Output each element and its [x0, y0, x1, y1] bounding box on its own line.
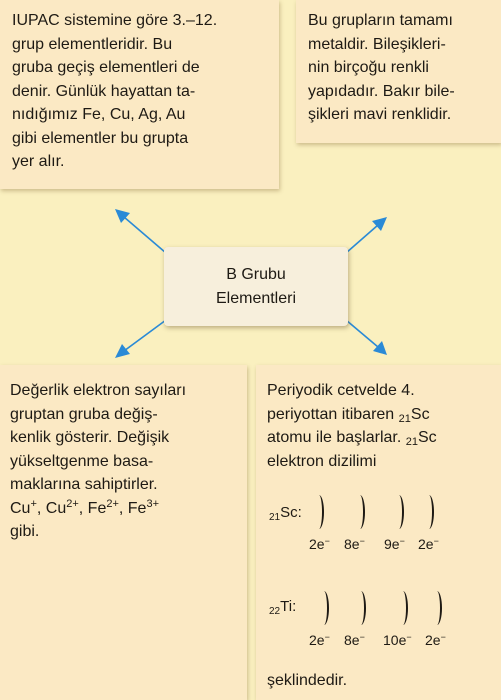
text-line: gibi. [10, 523, 40, 540]
text-fragment: periyottan itibaren [267, 405, 399, 423]
ti-atomic-number: 22 [269, 606, 281, 617]
shell-value: 2e [309, 632, 325, 648]
ti-label [269, 598, 296, 615]
ti-symbol: Ti: [280, 598, 297, 615]
ion-symbol: Cu [10, 499, 31, 517]
electron-sign: − [406, 632, 412, 642]
bottom-left-text [10, 379, 242, 544]
bottom-right-text [267, 379, 497, 473]
ion-separator: , [118, 499, 128, 517]
ion-symbol: Fe [127, 499, 147, 517]
electron-sign: − [324, 632, 330, 642]
ion-charge: 2+ [66, 497, 79, 510]
ion-symbol: Cu [45, 499, 67, 517]
text-line: elektron dizilimi [267, 452, 377, 470]
shell-arc [314, 495, 324, 529]
sc-label [269, 504, 302, 521]
ion-charge: 2+ [106, 497, 119, 510]
text-line: denir. Günlük hayattan ta- [12, 82, 196, 100]
arrowhead-bottom-right [373, 341, 387, 355]
text-line: yer alır. [12, 153, 65, 170]
text-line: kenlik gösterir. Değişik [10, 429, 170, 446]
text-line: Değerlik elektron sayıları [10, 382, 187, 399]
sc-symbol: Sc: [280, 504, 302, 521]
text-line: nıdığımız Fe, Cu, Ag, Au [12, 106, 186, 123]
text-line: metaldir. Bileşikleri- [308, 35, 446, 53]
text-line: yükseltgenme basa- [10, 452, 154, 470]
shell-arc [394, 495, 404, 529]
shell-value: 8e [344, 632, 360, 648]
ion-separator: , [78, 499, 88, 517]
center-title-line2: Elementleri [215, 290, 297, 307]
atomic-number: 21 [398, 412, 411, 425]
shell-value: 10e [383, 632, 407, 648]
ion-separator: , [36, 499, 46, 517]
text-line: grup elementleridir. Bu [12, 35, 173, 53]
shell-arc [319, 591, 329, 625]
text-line: Bu grupların tamamı [308, 12, 453, 29]
text-line: IUPAC sistemine göre 3.–12. [12, 12, 218, 29]
ti-shell-1 [309, 632, 330, 648]
text-line: Periyodik cetvelde 4. [267, 382, 415, 399]
ion-charge: 3+ [146, 497, 159, 510]
electron-sign: − [359, 536, 365, 546]
atomic-number: 21 [405, 436, 418, 448]
text-line [267, 426, 497, 450]
shell-value: 8e [344, 536, 360, 552]
text-line: gruba geçiş elementleri de [12, 59, 200, 76]
shell-value: 2e [309, 536, 325, 552]
electron-sign: − [359, 632, 365, 642]
text-line: yapıdadır. Bakır bile- [308, 82, 455, 100]
shell-arc [432, 591, 442, 625]
text-line: nin birçoğu renkli [308, 59, 429, 76]
shell-arc [424, 495, 434, 529]
arrow-bottom-right [346, 320, 378, 347]
ti-shell-3 [383, 632, 412, 648]
electron-sign: − [440, 632, 446, 642]
shell-arc [355, 495, 365, 529]
closing-text: şeklindedir. [267, 672, 348, 689]
electron-sign: − [324, 536, 330, 546]
electron-sign: − [433, 536, 439, 546]
shell-value: 2e [425, 632, 441, 648]
ti-shell-4 [425, 632, 446, 648]
text-line: şikleri mavi renklidir. [308, 106, 452, 123]
sc-shell-2 [344, 536, 365, 552]
element-symbol: Sc [417, 429, 437, 446]
ion-symbol: Fe [87, 499, 107, 517]
shell-arc [356, 591, 366, 625]
arrow-top-right [346, 225, 378, 253]
text-line [267, 403, 497, 427]
arrow-top-left [124, 217, 166, 253]
sc-shell-1 [309, 536, 330, 552]
sc-shell-4 [418, 536, 439, 552]
ion-list [10, 497, 242, 521]
ion-charge: + [30, 497, 37, 510]
text-line: maklarına sahiptirler. [10, 476, 158, 493]
ti-shell-2 [344, 632, 365, 648]
element-symbol: Sc [410, 405, 430, 423]
sc-shell-3 [384, 536, 405, 552]
center-title-line1: B Grubu [226, 266, 286, 283]
arrow-bottom-left [124, 320, 166, 351]
sc-atomic-number: 21 [269, 512, 281, 523]
electron-sign: − [399, 536, 405, 546]
center-title-box [164, 247, 348, 326]
shell-value: 2e [418, 536, 434, 552]
arrowhead-bottom-left [115, 344, 130, 358]
text-fragment: atomu ile başlarlar. [267, 429, 406, 446]
shell-value: 9e [384, 536, 400, 552]
text-line: gibi elementler bu grupta [12, 129, 189, 147]
shell-arc [398, 591, 408, 625]
text-line: gruptan gruba değiş- [10, 405, 158, 423]
